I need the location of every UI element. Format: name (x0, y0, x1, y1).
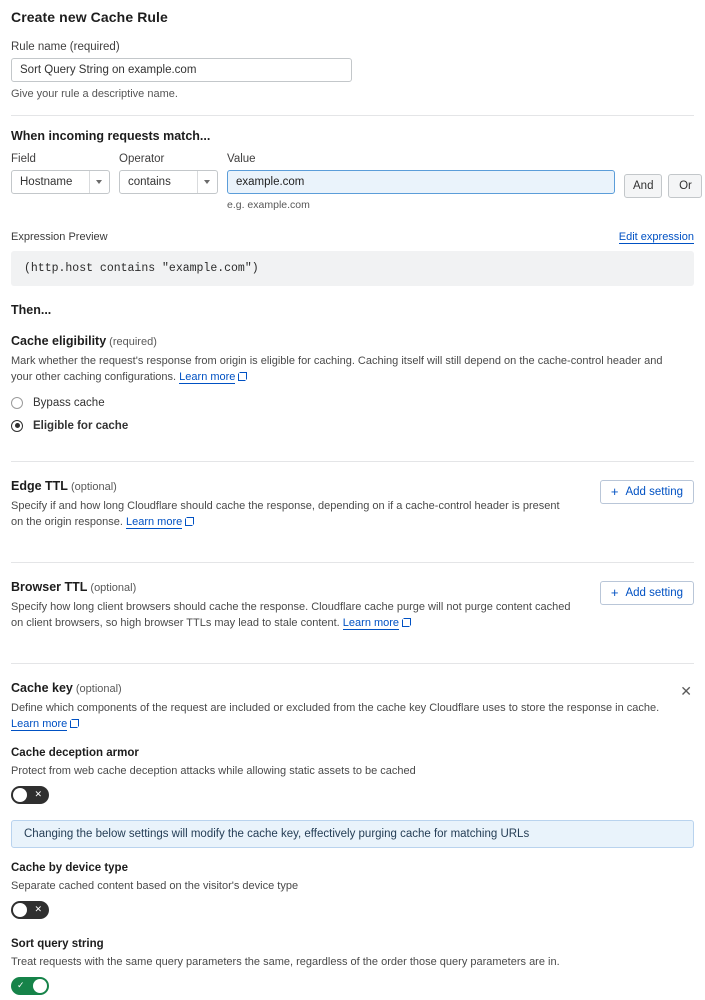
field-column (11, 153, 110, 194)
cache-eligibility-description-text: Mark whether the request's response from origin is eligible for caching. Caching itself will still depend on the cache-control header and your other caching configurations. (11, 355, 663, 383)
browser-ttl-title: Browser TTL (11, 579, 88, 594)
edge-ttl-heading (11, 479, 571, 493)
radio-icon (11, 397, 23, 409)
radio-eligible-for-cache[interactable] (11, 420, 694, 432)
edit-expression-link[interactable]: Edit expression (618, 231, 694, 243)
edge-ttl-add-setting-label: Add setting (625, 485, 683, 498)
rule-name-input[interactable] (11, 58, 352, 82)
radio-bypass-cache-label: Bypass cache (33, 396, 105, 409)
plus-icon: + (610, 484, 619, 500)
operator-select[interactable] (119, 170, 218, 194)
external-link-icon (238, 372, 247, 381)
browser-ttl-add-setting-button[interactable] (600, 581, 694, 605)
cache-by-device-type-toggle[interactable] (11, 901, 49, 919)
edge-ttl-title: Edge TTL (11, 478, 68, 493)
cache-eligibility-required-tag: (required) (109, 336, 157, 348)
edge-ttl-description (11, 499, 571, 531)
cache-deception-armor-description: Protect from web cache deception attacks while allowing static assets to be cached (11, 764, 416, 777)
cache-key-description-text: Define which components of the request are included or excluded from the cache key Cloudflare uses to store the response in cache. (11, 701, 660, 714)
cache-by-device-type-title: Cache by device type (11, 861, 128, 874)
expression-header (11, 231, 694, 244)
browser-ttl-description (11, 600, 571, 632)
cache-rule-form (0, 9, 705, 1000)
value-hint: e.g. example.com (227, 199, 310, 211)
field-select-value: Hostname (20, 176, 73, 188)
cache-key-section (11, 664, 694, 733)
chevron-down-icon (89, 171, 102, 193)
browser-ttl-description-text: Specify how long client browsers should cache the response. Cloudflare cache purge will not purge content cached on client browsers, so high browser TTLs may lead to stale content. (11, 600, 571, 629)
browser-ttl-heading (11, 580, 571, 594)
edge-ttl-add-setting-button[interactable] (600, 480, 694, 504)
cache-eligibility-title: Cache eligibility (11, 334, 107, 348)
then-title: Then... (11, 303, 52, 317)
logic-buttons (624, 174, 702, 198)
cache-deception-armor-toggle[interactable] (11, 786, 49, 804)
browser-ttl-add-setting-label: Add setting (625, 586, 683, 599)
external-link-icon (70, 719, 79, 728)
toggle-glyph: ✕ (34, 904, 42, 914)
cache-key-notice (11, 820, 694, 848)
chevron-down-icon (197, 171, 210, 193)
cache-eligibility-heading (11, 334, 694, 348)
cache-key-learn-more-link[interactable]: Learn more (11, 717, 68, 730)
toggle-knob (13, 903, 27, 917)
field-select[interactable] (11, 170, 110, 194)
radio-selected-icon (11, 420, 23, 432)
toggle-knob (13, 788, 27, 802)
cache-eligibility-learn-more-link[interactable]: Learn more (179, 370, 236, 383)
divider (11, 115, 694, 116)
browser-ttl-optional-tag: (optional) (90, 581, 137, 594)
cache-eligibility-description (11, 354, 683, 386)
page-title: Create new Cache Rule (11, 9, 168, 25)
plus-icon: + (610, 585, 619, 601)
close-icon[interactable]: ✕ (680, 682, 692, 699)
or-button[interactable]: Or (668, 174, 702, 198)
cache-key-title: Cache key (11, 680, 73, 695)
radio-bypass-cache[interactable] (11, 397, 694, 409)
value-label: Value (227, 153, 256, 165)
edge-ttl-learn-more-link[interactable]: Learn more (125, 515, 183, 528)
sort-query-string-toggle[interactable] (11, 977, 49, 995)
browser-ttl-learn-more-link[interactable]: Learn more (342, 616, 400, 629)
value-column (227, 153, 615, 211)
cache-key-description (11, 701, 659, 733)
sort-query-string-title: Sort query string (11, 937, 104, 950)
cache-key-heading (11, 681, 659, 695)
edge-ttl-optional-tag: (optional) (70, 480, 117, 493)
external-link-icon (185, 517, 194, 526)
cache-key-optional-tag: (optional) (75, 682, 122, 695)
value-input[interactable] (227, 170, 615, 194)
sort-query-string-description: Treat requests with the same query parameters the same, regardless of the order those query parameters are in. (11, 955, 560, 968)
cache-deception-armor-title: Cache deception armor (11, 746, 139, 759)
edge-ttl-description-text: Specify if and how long Cloudflare should cache the response, depending on if a cache-control header is present on the origin response. (11, 499, 560, 528)
expression-preview-label: Expression Preview (11, 231, 108, 243)
cache-key-notice-text: Changing the below settings will modify the cache key, effectively purging cache for matching URLs (24, 827, 530, 840)
browser-ttl-section (11, 563, 694, 632)
rule-name-label: Rule name (required) (11, 41, 120, 53)
edge-ttl-section (11, 462, 694, 531)
external-link-icon (402, 618, 411, 627)
rule-name-helper: Give your rule a descriptive name. (11, 88, 178, 100)
match-section-title: When incoming requests match... (11, 129, 211, 143)
toggle-knob (33, 979, 47, 993)
cache-by-device-type-description: Separate cached content based on the visitor's device type (11, 879, 299, 892)
radio-eligible-for-cache-label: Eligible for cache (33, 419, 129, 432)
operator-label: Operator (119, 153, 165, 165)
field-label: Field (11, 153, 36, 165)
match-row (11, 153, 694, 211)
operator-column (119, 153, 218, 194)
expression-preview-box (11, 251, 694, 286)
toggle-glyph: ✓ (17, 980, 25, 990)
expression-preview-text: (http.host contains "example.com") (24, 262, 259, 275)
operator-select-value: contains (128, 176, 171, 188)
toggle-glyph: ✕ (34, 789, 42, 799)
and-button[interactable]: And (624, 174, 662, 198)
